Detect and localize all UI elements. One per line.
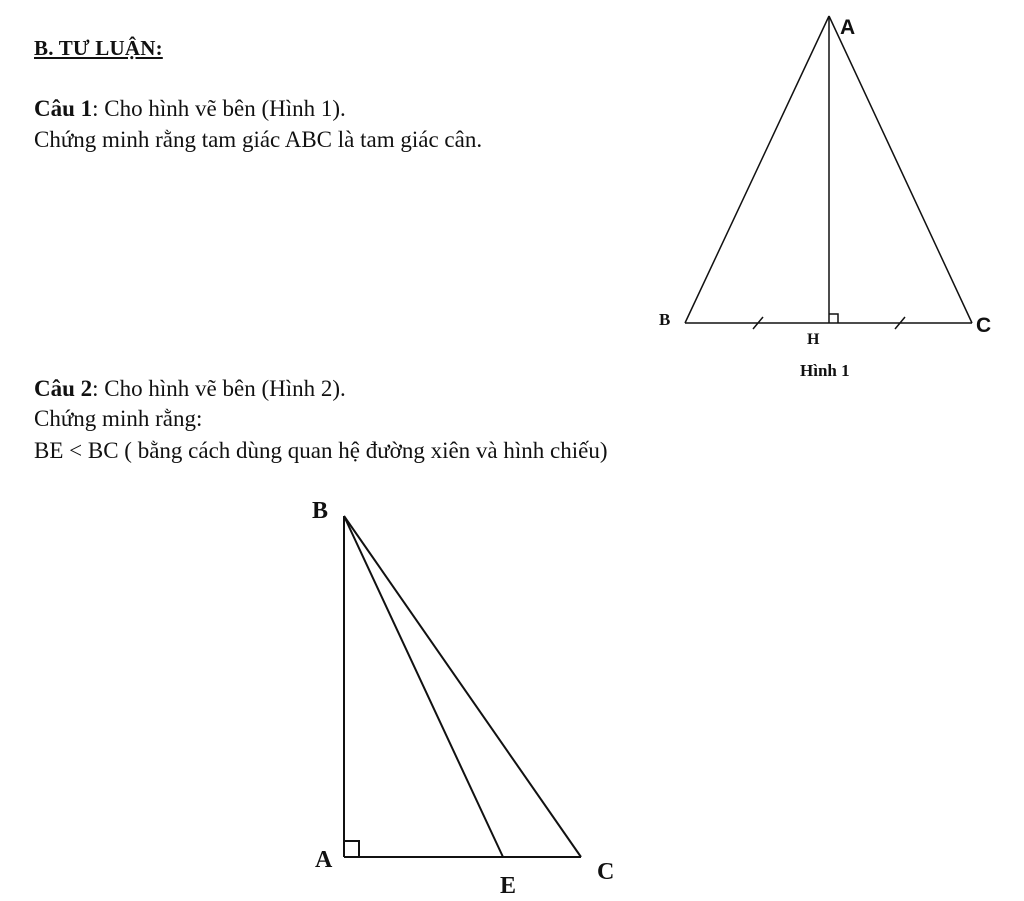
figure1-label-h: H (807, 331, 820, 348)
question2-intro-text: : Cho hình vẽ bên (Hình 2). (92, 376, 346, 401)
figure1-label-a: A (840, 16, 856, 39)
question2-statement: BE < BC ( bằng cách dùng quan hệ đường xiên và hình chiếu) (34, 438, 608, 463)
figure1-label-b: B (659, 310, 671, 329)
figure2-triangle-abc (312, 498, 614, 899)
figure2-side-bc (344, 516, 581, 857)
question2-label: Câu 2 (34, 376, 93, 401)
figure1-label-c: C (976, 314, 992, 337)
question1-label: Câu 1 (34, 96, 93, 121)
figure1-right-angle-mark (829, 314, 838, 323)
figure1-triangle-abc (659, 16, 991, 380)
figure2-label-a: A (315, 847, 333, 873)
figure1-side-ab (685, 16, 829, 323)
question1-intro-text: : Cho hình vẽ bên (Hình 1). (92, 96, 346, 121)
figure2-segment-be (344, 516, 503, 857)
figure1-caption: Hình 1 (800, 361, 850, 380)
question1-prompt: Chứng minh rằng tam giác ABC là tam giác cân. (34, 127, 483, 152)
figure2-label-b: B (312, 498, 329, 524)
question2-prompt: Chứng minh rằng: (34, 406, 203, 431)
section-heading: B. TƯ LUẬN: (34, 36, 163, 60)
figure2-label-c: C (597, 859, 615, 885)
figure2-right-angle-mark (344, 841, 359, 857)
figure2-label-e: E (500, 873, 517, 899)
figure1-side-ac (829, 16, 972, 323)
